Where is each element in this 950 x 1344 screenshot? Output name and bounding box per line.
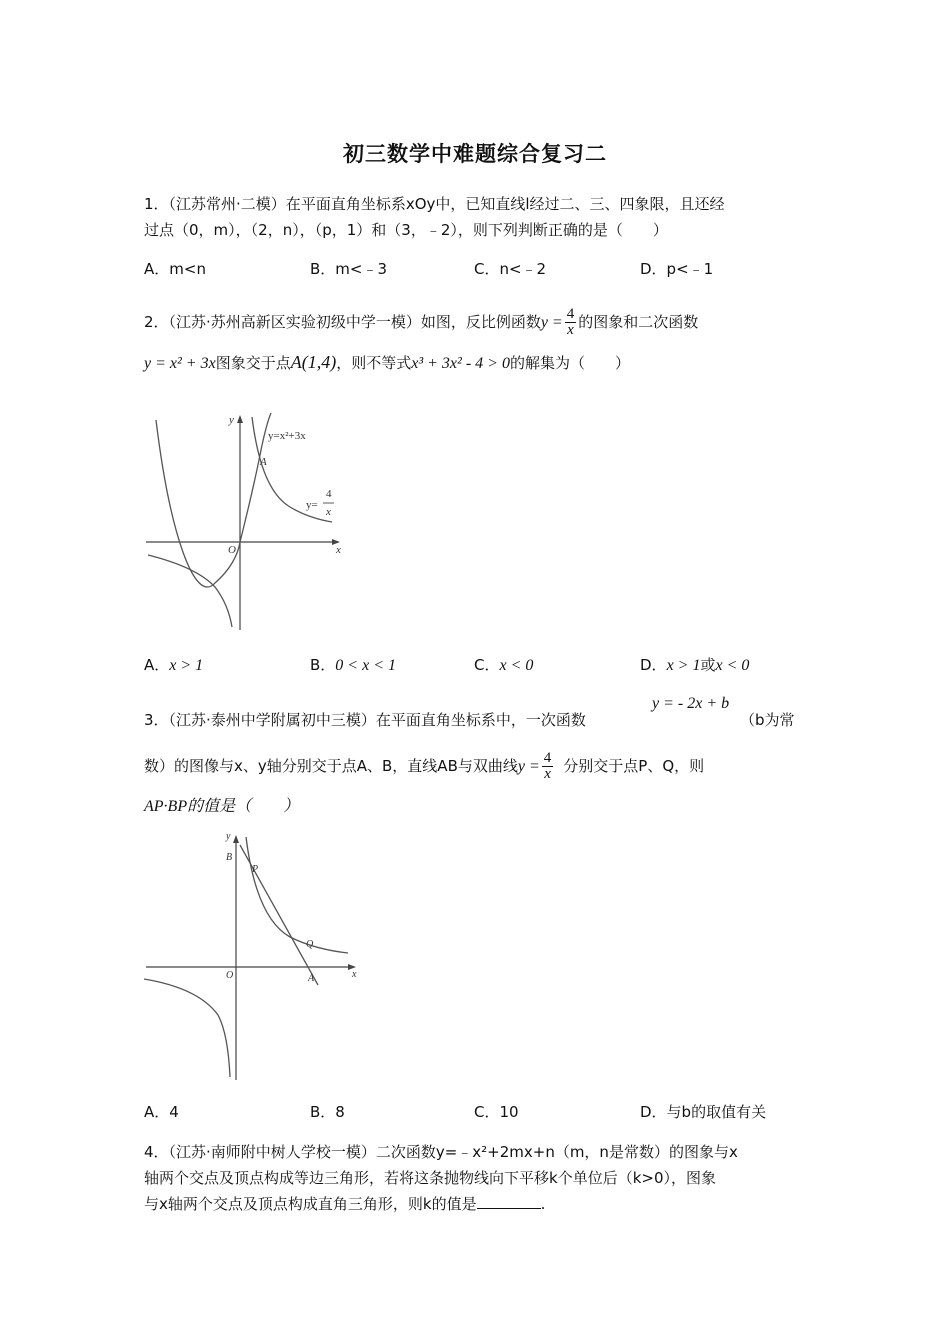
q4-line3: 与x轴两个交点及顶点构成直角三角形，则k的值是 . <box>144 1195 546 1213</box>
q1-line2: 过点（0，m），（2，n），（p，1）和（3，﹣2），则下列判断正确的是（ ） <box>144 221 668 239</box>
q2-label-hyper-den: x <box>326 506 331 518</box>
q2-option-d[interactable]: D．x > 1或x < 0 <box>640 656 750 674</box>
q1-option-a[interactable]: A．m<n <box>144 260 206 278</box>
q2-label-parabola: y=x²+3x <box>268 430 306 442</box>
q3-line2: 数）的图像与x、y轴分别交于点A、B，直线AB与双曲线y = $\frac{4}{x}$ 分别交于点P、Q，则 <box>144 750 705 782</box>
q3-option-d[interactable]: D．与b的取值有关 <box>640 1103 767 1121</box>
q3-option-c[interactable]: C．10 <box>474 1103 519 1121</box>
q3-label-a: A <box>308 973 315 984</box>
q3-option-a[interactable]: A．4 <box>144 1103 179 1121</box>
q3-y-arrow <box>233 835 239 843</box>
q3-label-x: x <box>352 969 357 980</box>
q3-graph <box>140 825 370 1085</box>
q3-label-p: P <box>252 864 259 875</box>
q3-line3: AP·BP的值是（ ） <box>144 798 300 815</box>
q1-line1: 1．（江苏常州·二模）在平面直角坐标系xOy中，已知直线l经过二、三、四象限，且还经 <box>144 195 725 213</box>
q1-option-c[interactable]: C．n<﹣2 <box>474 260 547 278</box>
q2-hyperbola-left <box>148 555 232 627</box>
q2-fraction: $\frac{4}{x}$ <box>566 306 575 338</box>
q4-answer-blank[interactable] <box>477 1194 541 1209</box>
q3-label-y: y <box>226 831 231 842</box>
q3-label-b: B <box>226 852 233 863</box>
q2-label-hyper-num: 4 <box>326 488 332 500</box>
q3-hyperbola-left <box>144 979 230 1077</box>
q2-graph <box>140 405 360 635</box>
q2-line1: 2．（江苏·苏州高新区实验初级中学一模）如图，反比例函数y = $\frac{4}{x}$ 的图象和二次函数 <box>144 306 699 338</box>
q2-label-a: A <box>260 456 267 468</box>
page-title: 初三数学中难题综合复习二 <box>343 142 607 166</box>
q3-fraction: $\frac{4}{x}$ <box>543 750 552 782</box>
q2-parabola <box>156 413 271 587</box>
q2-label-o: O <box>228 544 236 556</box>
q3-label-q: Q <box>306 939 314 950</box>
q3-line1-suffix: （b为常 <box>740 711 795 729</box>
q2-y-arrow <box>237 415 243 423</box>
q4-line1: 4．（江苏·南师附中树人学校一模）二次函数y=﹣x²+2mx+n（m，n是常数）的图象与x <box>144 1143 738 1161</box>
q2-option-c[interactable]: C．x < 0 <box>474 656 534 674</box>
q2-label-hyperbola: y= <box>306 499 318 511</box>
q3-hyperbola-right <box>246 837 348 953</box>
q3-line1: 3．（江苏·泰州中学附属初中三模）在平面直角坐标系中，一次函数 <box>144 711 586 729</box>
q2-option-a[interactable]: A．x > 1 <box>144 656 204 674</box>
q3-option-b[interactable]: B．8 <box>310 1103 345 1121</box>
q2-line2: y = x² + 3x图象交于点A(1,4)，则不等式x³ + 3x² - 4 > 0的解集为（ ） <box>144 352 630 372</box>
q3-label-o: O <box>226 970 234 981</box>
q2-option-b[interactable]: B．0 < x < 1 <box>310 656 396 674</box>
q3-linear-equation: y = - 2x + b <box>652 695 730 712</box>
q2-label-x: x <box>336 544 341 556</box>
q4-line2: 轴两个交点及顶点构成等边三角形，若将这条抛物线向下平移k个单位后（k>0），图象 <box>144 1169 716 1187</box>
q2-label-y: y <box>229 414 234 426</box>
q1-option-d[interactable]: D．p<﹣1 <box>640 260 714 278</box>
q1-option-b[interactable]: B．m<﹣3 <box>310 260 388 278</box>
